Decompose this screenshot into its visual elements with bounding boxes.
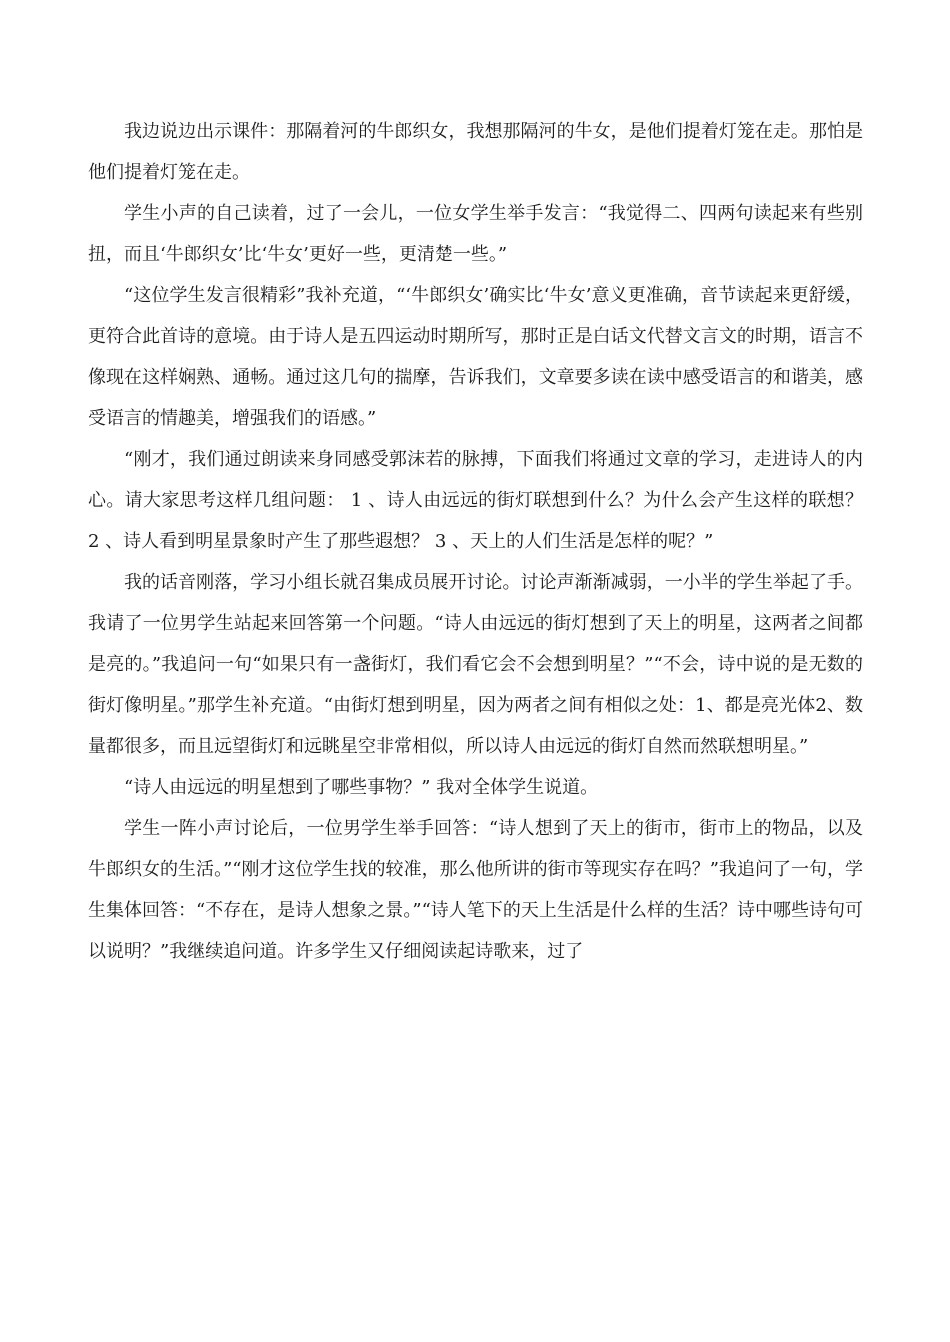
document-page xyxy=(88,111,863,972)
paragraph-5: 我的话音刚落，学习小组长就召集成员展开讨论。讨论声渐渐减弱，一小半的学生举起了手。我请了一位男学生站起来回答第一个问题。“诗人由远远的街灯想到了天上的明星，这两者之间都是亮的。”我追问一句“如果只有一盏街灯，我们看它会不会想到明星？”“不会，诗中说的是无数的街灯像明星。”那学生补充道。“由街灯想到明星，因为两者之间有相似之处：1、都是亮光体2、数量都很多，而且远望街灯和远眺星空非常相似，所以诗人由远远的街灯自然而然联想明星。” xyxy=(88,572,863,757)
paragraph-6: “诗人由远远的明星想到了哪些事物？” 我对全体学生说道。 xyxy=(124,777,599,798)
paragraph-2: 学生小声的自己读着，过了一会儿，一位女学生举手发言：“我觉得二、四两句读起来有些别扭，而且‘牛郎织女’比‘牛女’更好一些，更清楚一些。” xyxy=(88,203,863,265)
paragraph-4: “刚才，我们通过朗读来身同感受郭沫若的脉搏，下面我们将通过文章的学习，走进诗人的内心。请大家思考这样几组问题： 1 、诗人由远远的街灯联想到什么？为什么会产生这样的联想？ 2 、诗人看到明星景象时产生了那些遐想？ 3 、天上的人们生活是怎样的呢？” xyxy=(88,449,863,552)
paragraph-3: “这位学生发言很精彩”我补充道，“‘牛郎织女’确实比‘牛女’意义更准确，音节读起来更舒缓，更符合此首诗的意境。由于诗人是五四运动时期所写，那时正是白话文代替文言文的时期，语言不像现在这样娴熟、通畅。通过这几句的揣摩，告诉我们，文章要多读在读中感受语言的和谐美，感受语言的情趣美，增强我们的语感。” xyxy=(88,285,863,429)
paragraph-7: 学生一阵小声讨论后，一位男学生举手回答：“诗人想到了天上的街市，街市上的物品，以及牛郎织女的生活。”“刚才这位学生找的较准，那么他所讲的街市等现实存在吗？”我追问了一句，学生集体回答：“不存在，是诗人想象之景。”“诗人笔下的天上生活是什么样的生活？诗中哪些诗句可以说明？”我继续追问道。许多学生又仔细阅读起诗歌来，过了 xyxy=(88,818,863,962)
paragraph-1: 我边说边出示课件：那隔着河的牛郎织女，我想那隔河的牛女，是他们提着灯笼在走。那怕是他们提着灯笼在走。 xyxy=(88,121,863,183)
